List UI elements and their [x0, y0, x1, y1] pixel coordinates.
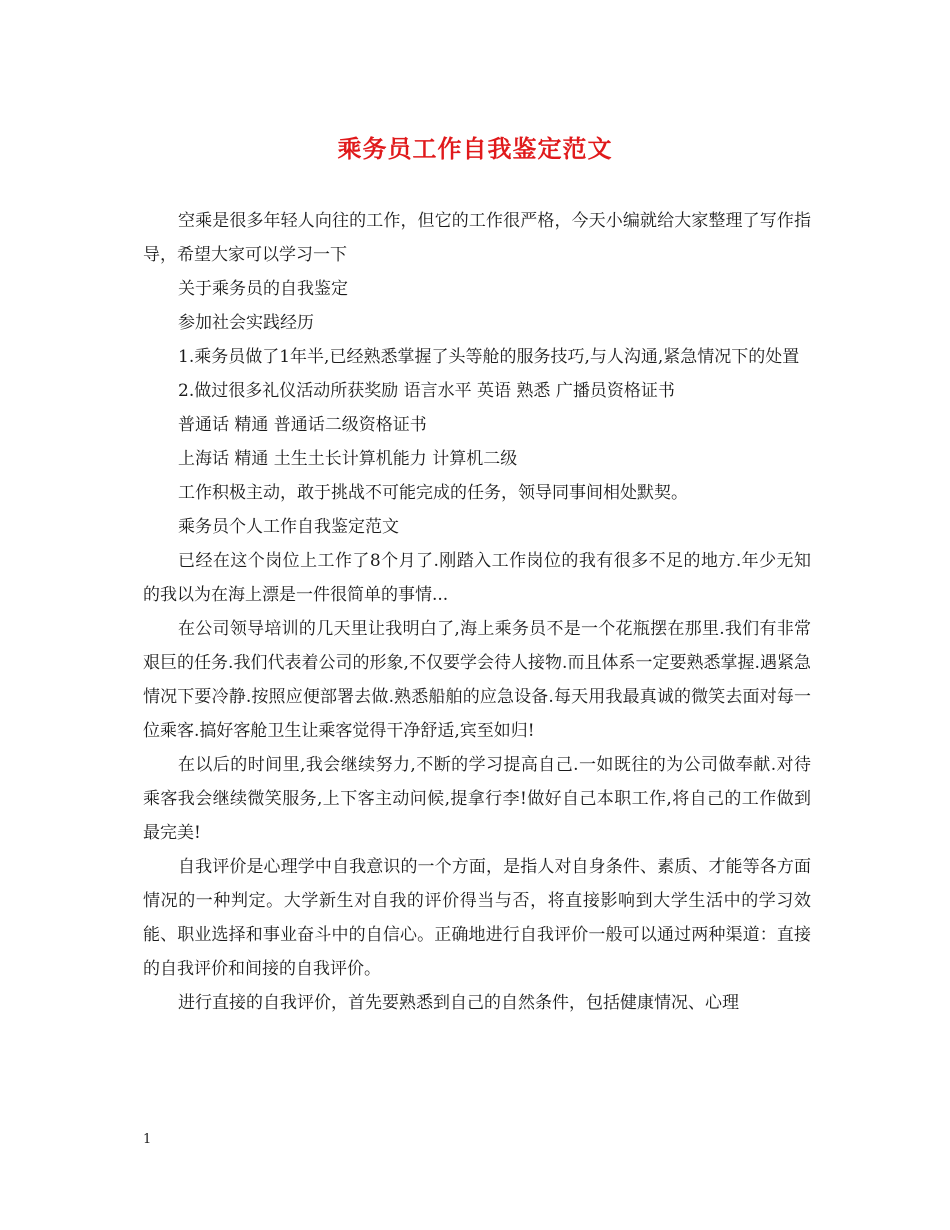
paragraph-shanghainese: 上海话 精通 土生土长计算机能力 计算机二级 [178, 449, 518, 469]
page-number: 1 [143, 1132, 152, 1147]
document-title: 乘务员工作自我鉴定范文 [337, 134, 613, 163]
paragraph-heading-practice: 参加社会实践经历 [178, 313, 314, 333]
paragraph-eight-months: 已经在这个岗位上工作了8个月了.刚踏入工作岗位的我有很多不足的地方.年少无知的我以为在海上漂是一件很简单的事情... [143, 551, 811, 605]
paragraph-future: 在以后的时间里,我会继续努力,不断的学习提高自己.一如既往的为公司做奉献.对待乘客我会继续微笑服务,上下客主动问候,提拿行李!做好自己本职工作,将自己的工作做到最完美! [143, 755, 811, 843]
document-body [143, 204, 811, 1020]
paragraph-self-evaluation: 自我评价是心理学中自我意识的一个方面，是指人对自身条件、素质、才能等各方面情况的一种判定。大学新生对自我的评价得当与否，将直接影响到大学生活中的学习效能、职业选择和事业奋斗中的自信心。正确地进行自我评价一般可以通过两种渠道：直接的自我评价和间接的自我评价。 [143, 857, 811, 979]
paragraph-mandarin: 普通话 精通 普通话二级资格证书 [178, 415, 427, 435]
paragraph-item-1: 1.乘务员做了1年半,已经熟悉掌握了头等舱的服务技巧,与人沟通,紧急情况下的处置 [178, 347, 800, 367]
paragraph-item-2: 2.做过很多礼仪活动所获奖励 语言水平 英语 熟悉 广播员资格证书 [178, 381, 675, 401]
paragraph-work-attitude: 工作积极主动，敢于挑战不可能完成的任务，领导同事间相处默契。 [178, 483, 688, 503]
paragraph-training: 在公司领导培训的几天里让我明白了,海上乘务员不是一个花瓶摆在那里.我们有非常艰巨的任务.我们代表着公司的形象,不仅要学会待人接物.而且体系一定要熟悉掌握.遇紧急情况下要冷静.按照应便部署去做.熟悉船舶的应急设备.每天用我最真诚的微笑去面对每一位乘客.搞好客舱卫生让乘客觉得干净舒适,宾至如归! [143, 619, 811, 741]
paragraph-direct-evaluation: 进行直接的自我评价，首先要熟悉到自己的自然条件，包括健康情况、心理 [178, 993, 739, 1013]
paragraph-heading-self-appraisal: 关于乘务员的自我鉴定 [178, 279, 348, 299]
paragraph-intro: 空乘是很多年轻人向往的工作，但它的工作很严格，今天小编就给大家整理了写作指导，希望大家可以学习一下 [143, 211, 811, 265]
paragraph-heading-personal: 乘务员个人工作自我鉴定范文 [178, 517, 399, 537]
